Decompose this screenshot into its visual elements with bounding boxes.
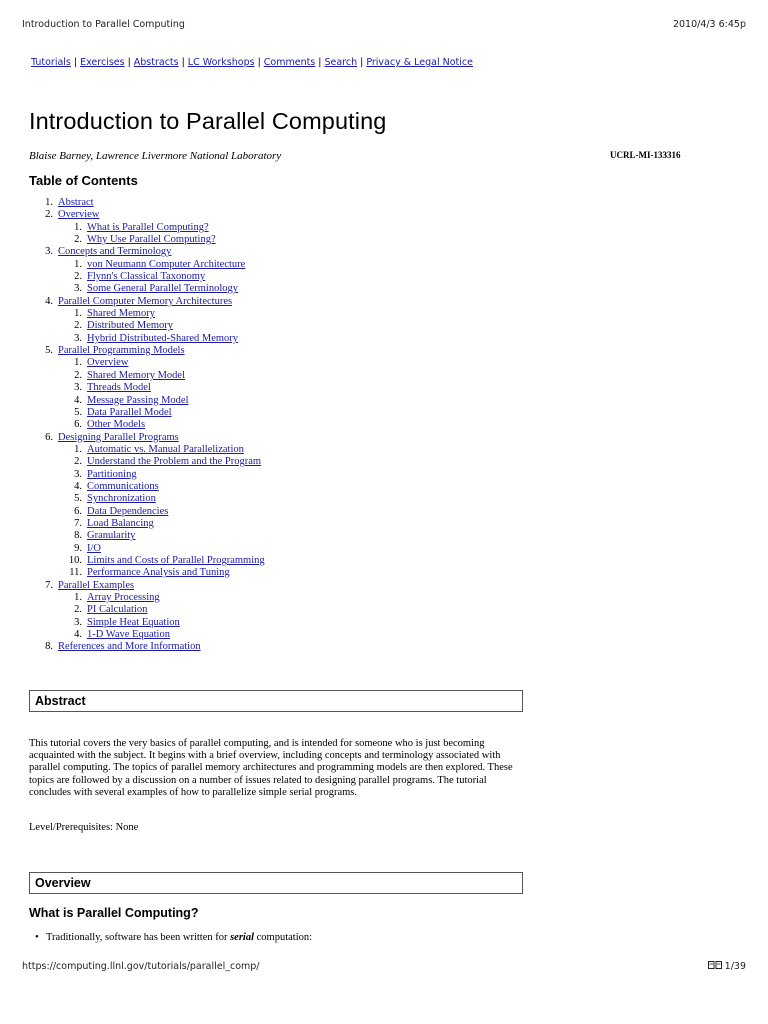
toc-subitem bbox=[58, 481, 265, 493]
bullet-text-prefix: Traditionally, software has been written for bbox=[46, 932, 231, 943]
toc-link-partitioning[interactable]: Partitioning bbox=[87, 468, 137, 480]
toc-number: 7. bbox=[45, 579, 53, 591]
toc-item bbox=[29, 580, 265, 642]
nav-separator: | bbox=[73, 57, 78, 68]
toc-subitem bbox=[58, 407, 265, 419]
toc-subnumber: 8. bbox=[74, 530, 82, 542]
page-icon bbox=[708, 961, 722, 969]
toc-item bbox=[29, 296, 265, 345]
toc-subitem bbox=[58, 469, 265, 481]
toc-subitem bbox=[58, 493, 265, 505]
toc-link-flynn-s-classical-taxonomy[interactable]: Flynn's Classical Taxonomy bbox=[87, 271, 206, 283]
print-header-datetime: 2010/4/3 6:45p bbox=[672, 19, 746, 30]
toc-subitem bbox=[58, 222, 265, 234]
toc-subitem bbox=[58, 283, 265, 295]
toc-subitem bbox=[58, 382, 265, 394]
toc-link-parallel-computer-memory-architectures[interactable]: Parallel Computer Memory Architectures bbox=[58, 295, 233, 307]
toc-number: 2. bbox=[45, 209, 53, 221]
toc-subnumber: 3. bbox=[74, 382, 82, 394]
toc-item bbox=[29, 345, 265, 431]
nav-separator: | bbox=[360, 57, 364, 68]
bullet-icon: • bbox=[35, 932, 39, 943]
toc-link-why-use-parallel-computing[interactable]: Why Use Parallel Computing? bbox=[87, 234, 216, 246]
toc-subitem bbox=[58, 308, 265, 320]
nav-separator: | bbox=[127, 57, 131, 68]
page-title: Introduction to Parallel Computing bbox=[29, 108, 387, 134]
print-footer-page bbox=[708, 961, 746, 972]
toc-subitem bbox=[58, 629, 265, 641]
toc-link-i-o[interactable]: I/O bbox=[87, 542, 101, 554]
toc-number: 8. bbox=[45, 641, 53, 653]
toc-number: 4. bbox=[45, 295, 53, 307]
toc-link-parallel-programming-models[interactable]: Parallel Programming Models bbox=[58, 345, 185, 357]
toc-subitem bbox=[58, 271, 265, 283]
toc-subnumber: 4. bbox=[74, 480, 82, 492]
author-line: Blaise Barney, Lawrence Livermore National Laboratory bbox=[29, 150, 282, 162]
toc-link-simple-heat-equation[interactable]: Simple Heat Equation bbox=[87, 616, 180, 628]
toc-link-designing-parallel-programs[interactable]: Designing Parallel Programs bbox=[58, 431, 179, 443]
toc-subnumber: 5. bbox=[74, 406, 82, 418]
toc-item bbox=[29, 641, 265, 653]
toc-subnumber: 2. bbox=[74, 271, 82, 283]
nav-link-tutorials[interactable]: Tutorials bbox=[31, 57, 71, 68]
toc-subnumber: 1. bbox=[74, 221, 82, 233]
toc-link-granularity[interactable]: Granularity bbox=[87, 530, 136, 542]
toc-subnumber: 1. bbox=[74, 258, 82, 270]
toc-subnumber: 6. bbox=[74, 505, 82, 517]
toc-subitem bbox=[58, 518, 265, 530]
subheading-what-is: What is Parallel Computing? bbox=[29, 906, 199, 920]
toc-link-other-models[interactable]: Other Models bbox=[87, 419, 146, 431]
toc-item bbox=[29, 209, 265, 246]
toc-link-overview[interactable]: Overview bbox=[87, 357, 129, 369]
toc-subnumber: 9. bbox=[74, 542, 82, 554]
toc-link-references-and-more-information[interactable]: References and More Information bbox=[58, 641, 201, 653]
toc-subitem bbox=[58, 444, 265, 456]
toc-link-abstract[interactable]: Abstract bbox=[58, 197, 94, 208]
toc-link-array-processing[interactable]: Array Processing bbox=[87, 592, 160, 603]
nav-link-privacy-legal-notice[interactable]: Privacy & Legal Notice bbox=[366, 57, 473, 68]
toc-link-synchronization[interactable]: Synchronization bbox=[87, 493, 156, 505]
prerequisites: Level/Prerequisites: None bbox=[29, 822, 139, 833]
print-header bbox=[22, 19, 746, 33]
toc-subitem bbox=[58, 259, 265, 271]
toc-subitem bbox=[58, 456, 265, 468]
toc-subitem bbox=[58, 357, 265, 369]
toc-link-understand-the-problem-and-the-program[interactable]: Understand the Problem and the Program bbox=[87, 456, 262, 468]
toc-subnumber: 2. bbox=[74, 604, 82, 616]
toc-subitem bbox=[58, 370, 265, 382]
toc-sublist bbox=[58, 592, 265, 641]
toc-link-concepts-and-terminology[interactable]: Concepts and Terminology bbox=[58, 246, 172, 258]
nav-separator: | bbox=[181, 57, 185, 68]
toc-subitem bbox=[58, 506, 265, 518]
toc-subitem bbox=[58, 530, 265, 542]
toc-number: 5. bbox=[45, 345, 53, 357]
toc-link-automatic-vs-manual-parallelization[interactable]: Automatic vs. Manual Parallelization bbox=[87, 443, 244, 455]
toc-subnumber: 3. bbox=[74, 468, 82, 480]
toc-subitem bbox=[58, 555, 265, 567]
toc-link-some-general-parallel-terminology[interactable]: Some General Parallel Terminology bbox=[87, 283, 238, 295]
toc-subnumber: 2. bbox=[74, 234, 82, 246]
toc-subnumber: 2. bbox=[74, 320, 82, 332]
toc-link-distributed-memory[interactable]: Distributed Memory bbox=[87, 320, 174, 332]
abstract-text: This tutorial covers the very basics of parallel computing, and is intended for someone who is just becoming acquainted with the subject. It begins with a brief overview, including concepts and terminology associated with parallel computing. The topics of parallel memory architectures and programming models are then explored. These topics are followed by a discussion on a number of issues related to designing parallel programs. The tutorial concludes with several examples of how to parallelize simple serial programs. bbox=[29, 738, 513, 798]
page-number: 1/39 bbox=[724, 961, 746, 972]
toc-link-threads-model[interactable]: Threads Model bbox=[87, 382, 151, 394]
nav-separator: | bbox=[318, 57, 322, 68]
toc-item bbox=[29, 197, 265, 209]
bullet-text-suffix: computation: bbox=[254, 932, 313, 943]
toc-link-hybrid-distributed-shared-memory[interactable]: Hybrid Distributed-Shared Memory bbox=[87, 332, 239, 344]
document-id: UCRL-MI-133316 bbox=[610, 150, 681, 160]
toc-subnumber: 4. bbox=[74, 629, 82, 641]
toc-subnumber: 3. bbox=[74, 616, 82, 628]
toc-item bbox=[29, 432, 265, 580]
toc-link-shared-memory[interactable]: Shared Memory bbox=[87, 308, 155, 320]
toc-link-pi-calculation[interactable]: PI Calculation bbox=[87, 604, 148, 616]
bullet-emphasis: serial bbox=[230, 932, 255, 943]
toc-number: 1. bbox=[45, 197, 53, 208]
nav-link-abstracts[interactable]: Abstracts bbox=[133, 57, 179, 68]
toc-item bbox=[29, 246, 265, 295]
print-footer bbox=[22, 961, 746, 975]
toc-subnumber: 2. bbox=[74, 369, 82, 381]
toc-link-message-passing-model[interactable]: Message Passing Model bbox=[87, 394, 189, 406]
toc-link-performance-analysis-and-tuning[interactable]: Performance Analysis and Tuning bbox=[87, 567, 230, 579]
toc-subnumber: 10. bbox=[68, 554, 82, 566]
toc-subnumber: 7. bbox=[74, 517, 82, 529]
nav-link-exercises[interactable]: Exercises bbox=[80, 57, 125, 68]
toc-list bbox=[29, 197, 265, 654]
toc-link-data-dependencies[interactable]: Data Dependencies bbox=[87, 505, 169, 517]
toc-subnumber: 1. bbox=[74, 308, 82, 320]
toc-subitem bbox=[58, 592, 265, 604]
toc-subitem bbox=[58, 617, 265, 629]
toc-subnumber: 2. bbox=[74, 456, 82, 468]
print-header-title: Introduction to Parallel Computing bbox=[22, 19, 185, 30]
toc-link-shared-memory-model[interactable]: Shared Memory Model bbox=[87, 369, 185, 381]
toc-subnumber: 1. bbox=[74, 443, 82, 455]
toc-link-1-d-wave-equation[interactable]: 1-D Wave Equation bbox=[87, 629, 170, 641]
toc-subnumber: 3. bbox=[74, 332, 82, 344]
toc-link-limits-and-costs-of-parallel-programming[interactable]: Limits and Costs of Parallel Programming bbox=[87, 554, 265, 566]
toc-subitem bbox=[58, 333, 265, 345]
toc-subitem bbox=[58, 543, 265, 555]
toc-subitem bbox=[58, 567, 265, 579]
toc-subitem bbox=[58, 320, 265, 332]
toc-subnumber: 11. bbox=[69, 567, 82, 579]
toc-sublist bbox=[58, 444, 265, 580]
toc-sublist bbox=[58, 222, 265, 247]
toc-subnumber: 4. bbox=[74, 394, 82, 406]
toc-subnumber: 5. bbox=[74, 493, 82, 505]
toc-subitem bbox=[58, 419, 265, 431]
overview-section-header: Overview bbox=[29, 872, 523, 894]
toc-sublist bbox=[58, 357, 265, 431]
toc-link-load-balancing[interactable]: Load Balancing bbox=[87, 517, 154, 529]
print-footer-url: https://computing.llnl.gov/tutorials/parallel_comp/ bbox=[22, 961, 260, 972]
toc-link-what-is-parallel-computing[interactable]: What is Parallel Computing? bbox=[87, 221, 209, 233]
nav-link-search[interactable]: Search bbox=[324, 57, 358, 68]
toc-link-von-neumann-computer-architecture[interactable]: von Neumann Computer Architecture bbox=[87, 258, 246, 270]
toc-subnumber: 6. bbox=[74, 419, 82, 431]
toc-link-communications[interactable]: Communications bbox=[87, 480, 159, 492]
table-of-contents bbox=[29, 197, 265, 654]
toc-subnumber: 3. bbox=[74, 283, 82, 295]
nav-separator: | bbox=[257, 57, 261, 68]
toc-subitem bbox=[58, 395, 265, 407]
toc-subnumber: 1. bbox=[74, 592, 82, 603]
toc-number: 6. bbox=[45, 431, 53, 443]
toc-link-parallel-examples[interactable]: Parallel Examples bbox=[58, 579, 135, 591]
toc-heading: Table of Contents bbox=[29, 173, 138, 188]
top-nav bbox=[31, 57, 473, 68]
bullet-item bbox=[35, 932, 313, 943]
toc-subnumber: 1. bbox=[74, 357, 82, 369]
toc-sublist bbox=[58, 259, 265, 296]
nav-link-lc-workshops[interactable]: LC Workshops bbox=[187, 57, 255, 68]
toc-link-overview[interactable]: Overview bbox=[58, 209, 100, 221]
nav-link-comments[interactable]: Comments bbox=[263, 57, 316, 68]
abstract-section-header: Abstract bbox=[29, 690, 523, 712]
toc-sublist bbox=[58, 308, 265, 345]
toc-link-data-parallel-model[interactable]: Data Parallel Model bbox=[87, 406, 172, 418]
toc-subitem bbox=[58, 234, 265, 246]
toc-number: 3. bbox=[45, 246, 53, 258]
toc-subitem bbox=[58, 604, 265, 616]
